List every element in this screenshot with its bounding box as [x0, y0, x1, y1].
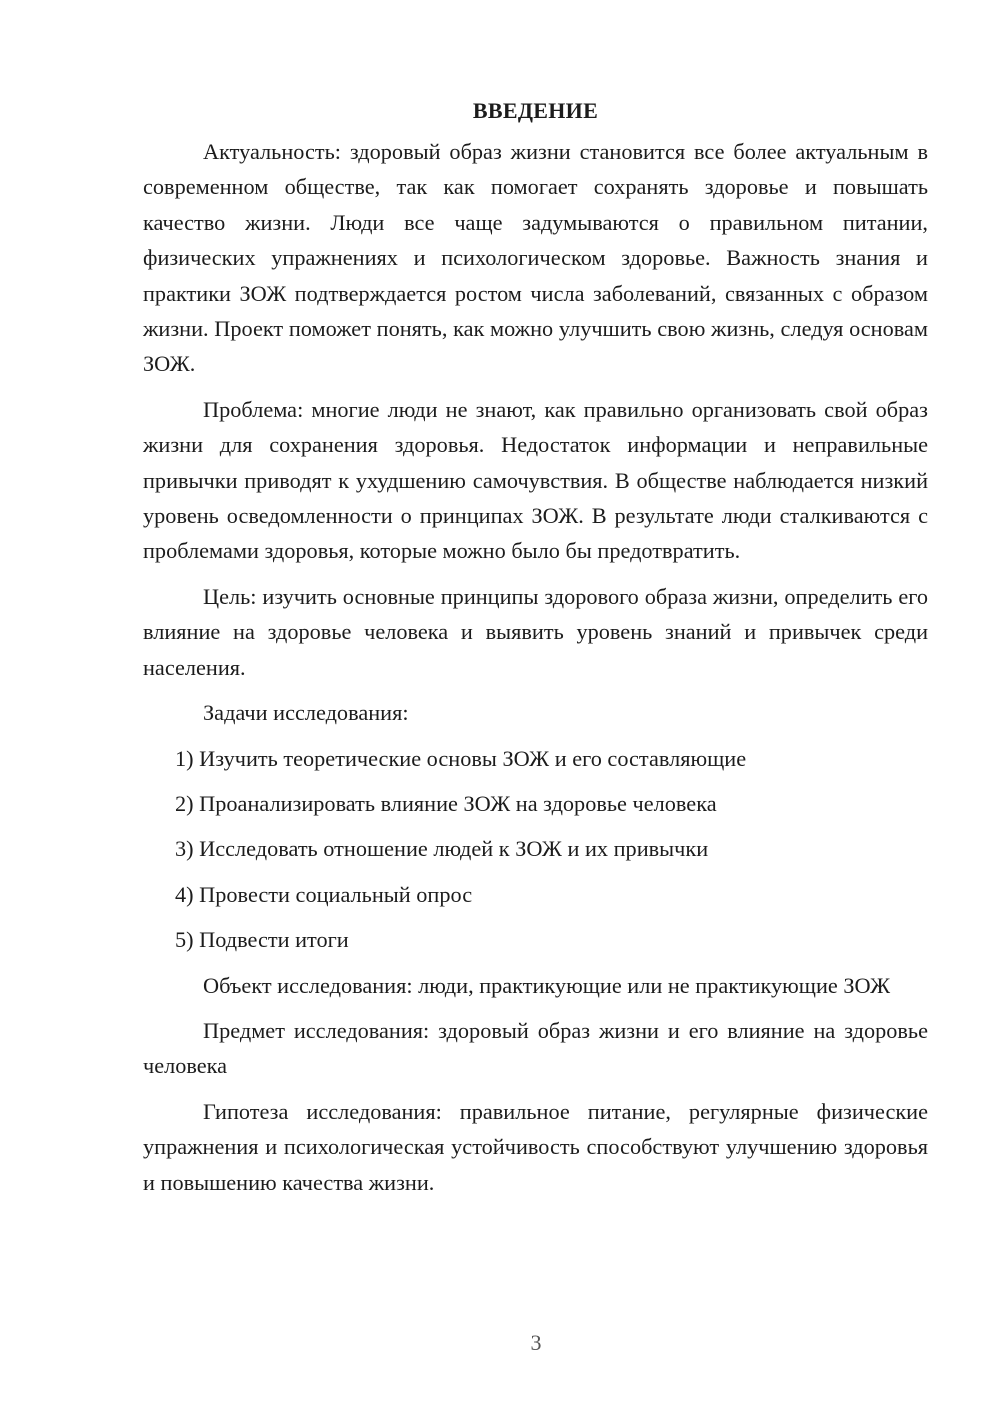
paragraph-goal: Цель: изучить основные принципы здорового образа жизни, определить его влияние на здоровье человека и выявить уровень знаний и привычек среди населения.: [143, 583, 928, 680]
list-item: 1) Изучить теоретические основы ЗОЖ и его составляющие: [175, 745, 747, 771]
paragraph-object: Объект исследования: люди, практикующие или не практикующие ЗОЖ: [203, 972, 891, 998]
page-title: ВВЕДЕНИЕ: [472, 98, 599, 123]
paragraph-relevance: Актуальность: здоровый образ жизни становится все более актуальным в современном обществе, так как помогает сохранять здоровье и повышать качество жизни. Люди все чаще задумываются о правильном питании, физических упражнениях и психологическом здоровье. Важность знания и практики ЗОЖ подтверждается ростом числа заболеваний, связанных с образом жизни. Проект поможет понять, как можно улучшить свою жизнь, следуя основам ЗОЖ.: [143, 139, 928, 377]
list-item: 2) Проанализировать влияние ЗОЖ на здоровье человека: [175, 790, 717, 816]
page-number: 3: [530, 1330, 542, 1355]
paragraph-subject: Предмет исследования: здоровый образ жизни и его влияние на здоровье человека: [143, 1017, 928, 1079]
list-item: 5) Подвести итоги: [175, 927, 349, 953]
tasks-heading: Задачи исследования:: [203, 700, 409, 726]
document-page: [143, 90, 928, 1210]
tasks-list: [143, 741, 928, 958]
list-item: 3) Исследовать отношение людей к ЗОЖ и их привычки: [175, 836, 709, 862]
paragraph-problem: Проблема: многие люди не знают, как правильно организовать свой образ жизни для сохранения здоровья. Недостаток информации и неправильные привычки приводят к ухудшению самочувствия. В обществе наблюдается низкий уровень осведомленности о принципах ЗОЖ. В результате люди сталкиваются с проблемами здоровья, которые можно было бы предотвратить.: [143, 396, 928, 564]
list-item: 4) Провести социальный опрос: [175, 881, 473, 907]
paragraph-hypothesis: Гипотеза исследования: правильное питание, регулярные физические упражнения и психологическая устойчивость способствуют улучшению здоровья и повышению качества жизни.: [143, 1098, 928, 1195]
